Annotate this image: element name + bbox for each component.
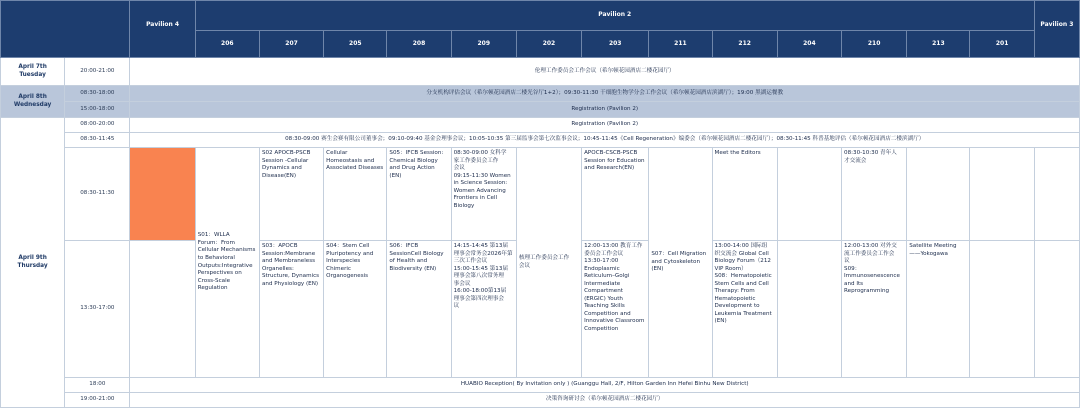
session-text: and Cytoskeleton (651, 258, 701, 265)
session-text: S09： (844, 265, 861, 272)
session-room-210-morning (842, 148, 907, 241)
room-header: 211 (649, 31, 712, 58)
weekday-label: Thursday (17, 262, 48, 269)
empty-cell (970, 241, 1034, 378)
session-text: (ERGIC) Youth (584, 295, 623, 302)
session-text: Perspectives on (197, 270, 242, 277)
empty-cell (777, 241, 841, 378)
session-text: 13:00-14:00 国际组 (714, 243, 768, 249)
session-text: in Science Session: (453, 180, 508, 187)
room-header: 209 (451, 31, 516, 58)
room-header: 212 (712, 31, 777, 58)
session-satellite-meeting (907, 241, 970, 378)
header-corner (1, 1, 130, 58)
empty-cell (1034, 241, 1079, 378)
session-text: Pluripotency and (326, 250, 374, 257)
weekday-label: Tuesday (19, 71, 46, 78)
session-text: 理事会第四次理事会 (453, 295, 504, 302)
registration-banner: Registration (Pavilion 2) (130, 102, 1080, 118)
session-room-212-afternoon (712, 241, 777, 378)
room-header: 202 (516, 31, 581, 58)
session-room-203-afternoon (582, 241, 649, 378)
session-s02 (259, 148, 323, 241)
session-text: Development to (714, 303, 760, 310)
session-text: Session -Cellular (261, 157, 309, 164)
session-text: Biology (453, 202, 475, 209)
session-text: Stem Cells and Cell (714, 280, 769, 287)
time-slot: 19:00-21:00 (65, 393, 130, 408)
session-s06 (387, 241, 451, 378)
registration-banner: Registration (Pavilion 2) (130, 118, 1080, 133)
session-text: Hematopoietic (714, 295, 756, 302)
session-text: Meet the Editors (714, 150, 761, 156)
session-text: and Research(EN) (584, 165, 635, 172)
date-label: April 9th (18, 254, 47, 261)
session-room-210-afternoon (842, 241, 907, 378)
session-text: ——Yokogawa (909, 250, 948, 257)
session-text: Biology Forum（212 (714, 258, 771, 265)
room-header: 201 (970, 31, 1034, 58)
session-text: Structure, Dynamics (261, 273, 320, 280)
session-text: and Drug Action (389, 165, 435, 172)
empty-cell (130, 241, 195, 378)
room-header: 205 (324, 31, 387, 58)
session-s04 (324, 241, 387, 378)
session-text: 08:30-09:00 女科学 (453, 150, 507, 156)
session-text: 议 (453, 303, 460, 310)
session-text: 12:00-13:00 对外交 (844, 243, 897, 249)
session-text: 09:15-11:30 Women (453, 172, 511, 179)
session-text: 才交流会 (844, 157, 867, 164)
room-header: 206 (195, 31, 259, 58)
session-text: 08:30-10:30 青年人 (844, 150, 897, 156)
session-text: S02 APOCB-PSCB (261, 150, 311, 156)
session-text: Intermediate (584, 280, 621, 287)
session-text: Endoplasmic (584, 265, 620, 272)
session-text: 理事会常务会2026年第 (453, 250, 513, 257)
pavilion-3-header: Pavilion 3 (1034, 1, 1079, 58)
session-text: Chemical Biology (389, 157, 438, 164)
session-text: 核理工作委员会工作 (518, 254, 570, 261)
empty-cell (1034, 148, 1079, 241)
session-text: Regulation (197, 285, 228, 292)
session-text: 14:15-14:45 第13届 (453, 243, 508, 249)
empty-cell (777, 148, 841, 241)
session-s01 (195, 148, 259, 378)
session-text: Disease(EN) (261, 172, 297, 179)
time-slot: 08:30-11:45 (65, 133, 130, 148)
event-banner: HUABIO Reception( By Invitation only ) (Guanggu Hall, 2/F, Hilton Garden Inn Hefei Binhu New District) (130, 378, 1080, 393)
session-text: and Physiology (EN) (261, 280, 319, 287)
session-text: S08：Hematopoietic (714, 273, 772, 280)
session-text: 议 (844, 258, 850, 265)
session-room-209-afternoon (451, 241, 516, 378)
pavilion-4-header: Pavilion 4 (130, 1, 195, 58)
session-text: Associated Diseases (326, 165, 384, 172)
session-text: S06：IFCB (389, 243, 419, 249)
session-text: Cross-Scale (197, 277, 231, 284)
session-text: of Health and (389, 258, 428, 265)
date-label: April 7th (18, 63, 47, 70)
session-text: 三次工作会议 (453, 258, 488, 265)
session-text: Outputs:Integrative (197, 262, 253, 269)
date-april-8 (1, 86, 65, 118)
empty-cell (970, 148, 1034, 241)
event-banner: 分支机构评估会议（希尔顿花园酒店二楼光谷厅1+2）；09:30-11:30 干细胞生物学分会工作会议（希尔顿花园酒店滨湖厅）；19:00 黑湖运餐教 (130, 86, 1080, 102)
time-slot: 20:00-21:00 (65, 58, 130, 86)
session-text: Women Advancing (453, 187, 506, 194)
session-text: Chimeric (326, 265, 351, 272)
session-text: Competition (584, 326, 619, 333)
session-text: S07：Cell Migration (651, 251, 707, 258)
session-s07 (649, 148, 712, 378)
session-room-209-morning (451, 148, 516, 241)
session-text: 家工作委员会工作 (453, 157, 499, 164)
room-header: 208 (387, 31, 451, 58)
session-text: Leukemia Treatment (714, 310, 772, 317)
time-slot: 18:00 (65, 378, 130, 393)
date-april-7 (1, 58, 65, 86)
session-text: Session for Education (584, 157, 645, 164)
session-text: Organogenesis (326, 273, 369, 280)
time-slot: 08:30-18:00 (65, 86, 130, 102)
session-text: Immunosenescence (844, 273, 900, 280)
session-s03 (259, 241, 323, 378)
session-text: Innovative Classroom (584, 318, 645, 325)
session-text: Cellular Mechanisms (197, 247, 256, 254)
session-text: Homeostasis and (326, 157, 375, 164)
session-text: Reticulum–Golgi (584, 273, 630, 280)
session-text: S03：APOCB (261, 243, 298, 249)
session-text: VIP Room） (714, 265, 747, 272)
session-text: 理事会第八次常务理 (453, 273, 504, 280)
empty-cell (907, 148, 970, 241)
session-text: 12:00-13:00 教育工作 (584, 243, 643, 249)
session-text: Cellular (326, 150, 348, 156)
event-banner: 08:30-09:00 赛生会赛有限公司董事会；09:10-09:40 基金会理事会议；10:05-10:35 第三届监事会第七次监事会议；10:45-11:45《Cell Regeneration》编委会（希尔顿花园酒店二楼花园厅）；08:30-11:45 科普基地评估（希尔顿花园酒店二楼滨湖厅） (130, 133, 1080, 148)
session-text: APOCB-CSCB-PSCB (584, 150, 638, 156)
pavilion-2-header: Pavilion 2 (195, 1, 1034, 31)
time-slot: 15:00-18:00 (65, 102, 130, 118)
session-text: Frontiers in Cell (453, 195, 498, 202)
highlight-block (130, 148, 195, 241)
session-text: 15:00-15:45 第13届 (453, 265, 508, 272)
session-text: (EN) (651, 266, 664, 273)
session-text: Dynamics and (261, 165, 302, 172)
room-header: 203 (582, 31, 649, 58)
session-text: S04：Stem Cell (326, 243, 370, 249)
session-apocb-cscb-pscb (582, 148, 649, 241)
session-text: Compartment (584, 288, 623, 295)
session-text: 委员会工作会议 (584, 250, 624, 257)
session-text: 13:30-17:00 (584, 258, 619, 265)
event-banner: 决策咨询研讨会（希尔顿花园酒店二楼花园厅） (130, 393, 1080, 408)
session-core-facility (516, 148, 581, 378)
session-text: Session:Membrane (261, 250, 316, 257)
session-text: and Membraneless (261, 258, 316, 265)
session-text: Therapy: From (714, 288, 755, 295)
room-header: 207 (259, 31, 323, 58)
session-text: Forum：From (197, 239, 235, 246)
session-text: 流工作委员会工作会 (844, 250, 895, 257)
date-label: April 8th (18, 93, 47, 100)
session-text: Teaching Skills (584, 303, 625, 310)
session-text: 会议 (453, 165, 465, 172)
room-header: 204 (777, 31, 841, 58)
room-header: 213 (907, 31, 970, 58)
session-text: to Behavioral (197, 254, 235, 261)
date-april-9 (1, 118, 65, 408)
event-banner: 伦理工作委员会工作会议（希尔顿花园酒店二楼花园厅） (130, 58, 1080, 86)
session-s05 (387, 148, 451, 241)
session-text: S05：IFCB Session: (389, 150, 444, 156)
session-cellular-homeostasis (324, 148, 387, 241)
session-text: 会议 (518, 262, 531, 269)
session-text: Biodiversity (EN) (389, 265, 437, 272)
session-text: Interspecies (326, 258, 361, 265)
session-text: and Its (844, 280, 864, 287)
session-text: Organelles: (261, 265, 294, 272)
time-slot: 08:00-20:00 (65, 118, 130, 133)
session-text: Competition and (584, 310, 631, 317)
session-text: SessionCell Biology (389, 250, 444, 257)
weekday-label: Wednesday (13, 101, 52, 108)
time-slot: 13:30-17:00 (65, 241, 130, 378)
session-text: Reprogramming (844, 288, 890, 295)
session-text: (EN) (389, 172, 402, 179)
session-meet-editors (712, 148, 777, 241)
session-text: Satellite Meeting (909, 243, 957, 249)
time-slot: 08:30-11:30 (65, 148, 130, 241)
session-text: 织交流会 Global Cell (714, 250, 769, 257)
session-text: (EN) (714, 318, 727, 325)
session-text: 16:00-18:00第13届 (453, 288, 507, 295)
session-text: S01：WLLA (197, 232, 230, 239)
session-text: 事会议 (453, 280, 471, 287)
room-header: 210 (842, 31, 907, 58)
